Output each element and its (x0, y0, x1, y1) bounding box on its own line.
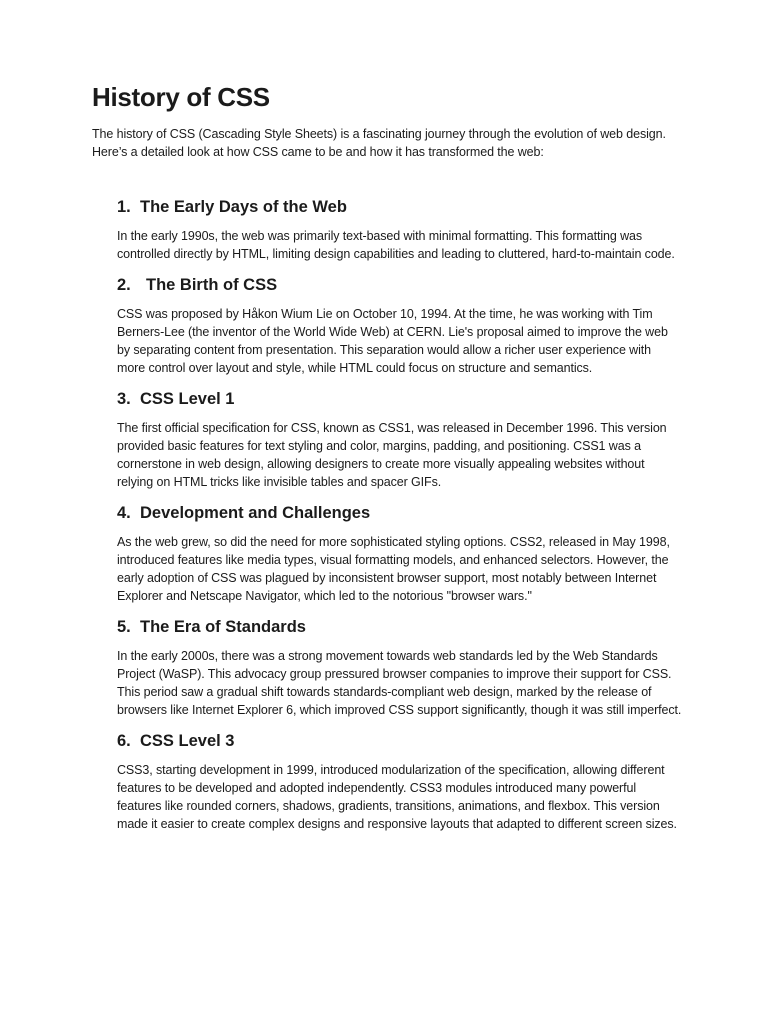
section-era-of-standards (92, 617, 698, 719)
section-paragraph: In the early 1990s, the web was primarily text-based with minimal formatting. This formatting was controlled directly by HTML, limiting design capabilities and leading to cluttered, hard-to-maintain code. (117, 229, 675, 261)
section-paragraph: In the early 2000s, there was a strong movement towards web standards led by the Web Standards Project (WaSP). This advocacy group pressured browser companies to improve their support for CSS. This period saw a gradual shift towards standards-compliant web design, marked by the release of browsers like Internet Explorer 6, which improved CSS support significantly, though it was still imperfect. (117, 649, 682, 717)
section-paragraph: CSS was proposed by Håkon Wium Lie on October 10, 1994. At the time, he was working with Tim Berners-Lee (the inventor of the World Wide Web) at CERN. Lie's proposal aimed to improve the web by separating content from presentation. This separation would allow a richer user experience with more control over layout and style, while HTML could focus on structure and semantics. (117, 307, 668, 375)
section-heading (117, 389, 698, 410)
section-heading (117, 503, 698, 524)
section-heading (117, 275, 698, 296)
section-number: 3. (117, 390, 131, 408)
section-number: 1. (117, 198, 131, 216)
section-heading (117, 617, 698, 638)
section-heading (117, 731, 698, 752)
intro-paragraph: The history of CSS (Cascading Style Sheets) is a fascinating journey through the evolution of web design. Here’s a detailed look at how CSS came to be and how it has transformed the web: (92, 127, 666, 159)
section-birth-of-css (92, 275, 698, 377)
section-early-days (92, 197, 698, 263)
section-number: 6. (117, 732, 131, 750)
section-heading-label: The Birth of CSS (146, 276, 278, 294)
section-heading-label: CSS Level 3 (140, 732, 235, 750)
section-paragraph: As the web grew, so did the need for more sophisticated styling options. CSS2, released in May 1998, introduced features like media types, visual formatting models, and enhanced selectors. However, the early adoption of CSS was plagued by inconsistent browser support, most notably between Internet Explorer and Netscape Navigator, which led to the notorious "browser wars." (117, 535, 670, 603)
section-heading-label: The Early Days of the Web (140, 198, 347, 216)
section-development-challenges (92, 503, 698, 605)
section-paragraph: CSS3, starting development in 1999, introduced modularization of the specification, allowing different features to be developed and adopted independently. CSS3 modules introduced many powerful features like rounded corners, shadows, gradients, transitions, animations, and flexbox. This version made it easier to create complex designs and responsive layouts that adapted to different screen sizes. (117, 763, 677, 831)
section-heading (117, 197, 698, 218)
section-css-level-3 (92, 731, 698, 833)
section-number: 5. (117, 618, 131, 636)
page-title: History of CSS (92, 82, 270, 112)
section-number: 2. (117, 276, 131, 294)
section-paragraph: The first official specification for CSS, known as CSS1, was released in December 1996. This version provided basic features for text styling and color, margins, padding, and positioning. CSS1 was a cornerstone in web design, allowing designers to create more visually appealing websites without relying on HTML tricks like invisible tables and spacer GIFs. (117, 421, 667, 489)
section-heading-label: CSS Level 1 (140, 390, 235, 408)
section-css-level-1 (92, 389, 698, 491)
section-number: 4. (117, 504, 131, 522)
section-heading-label: Development and Challenges (140, 504, 371, 522)
section-heading-label: The Era of Standards (140, 618, 306, 636)
